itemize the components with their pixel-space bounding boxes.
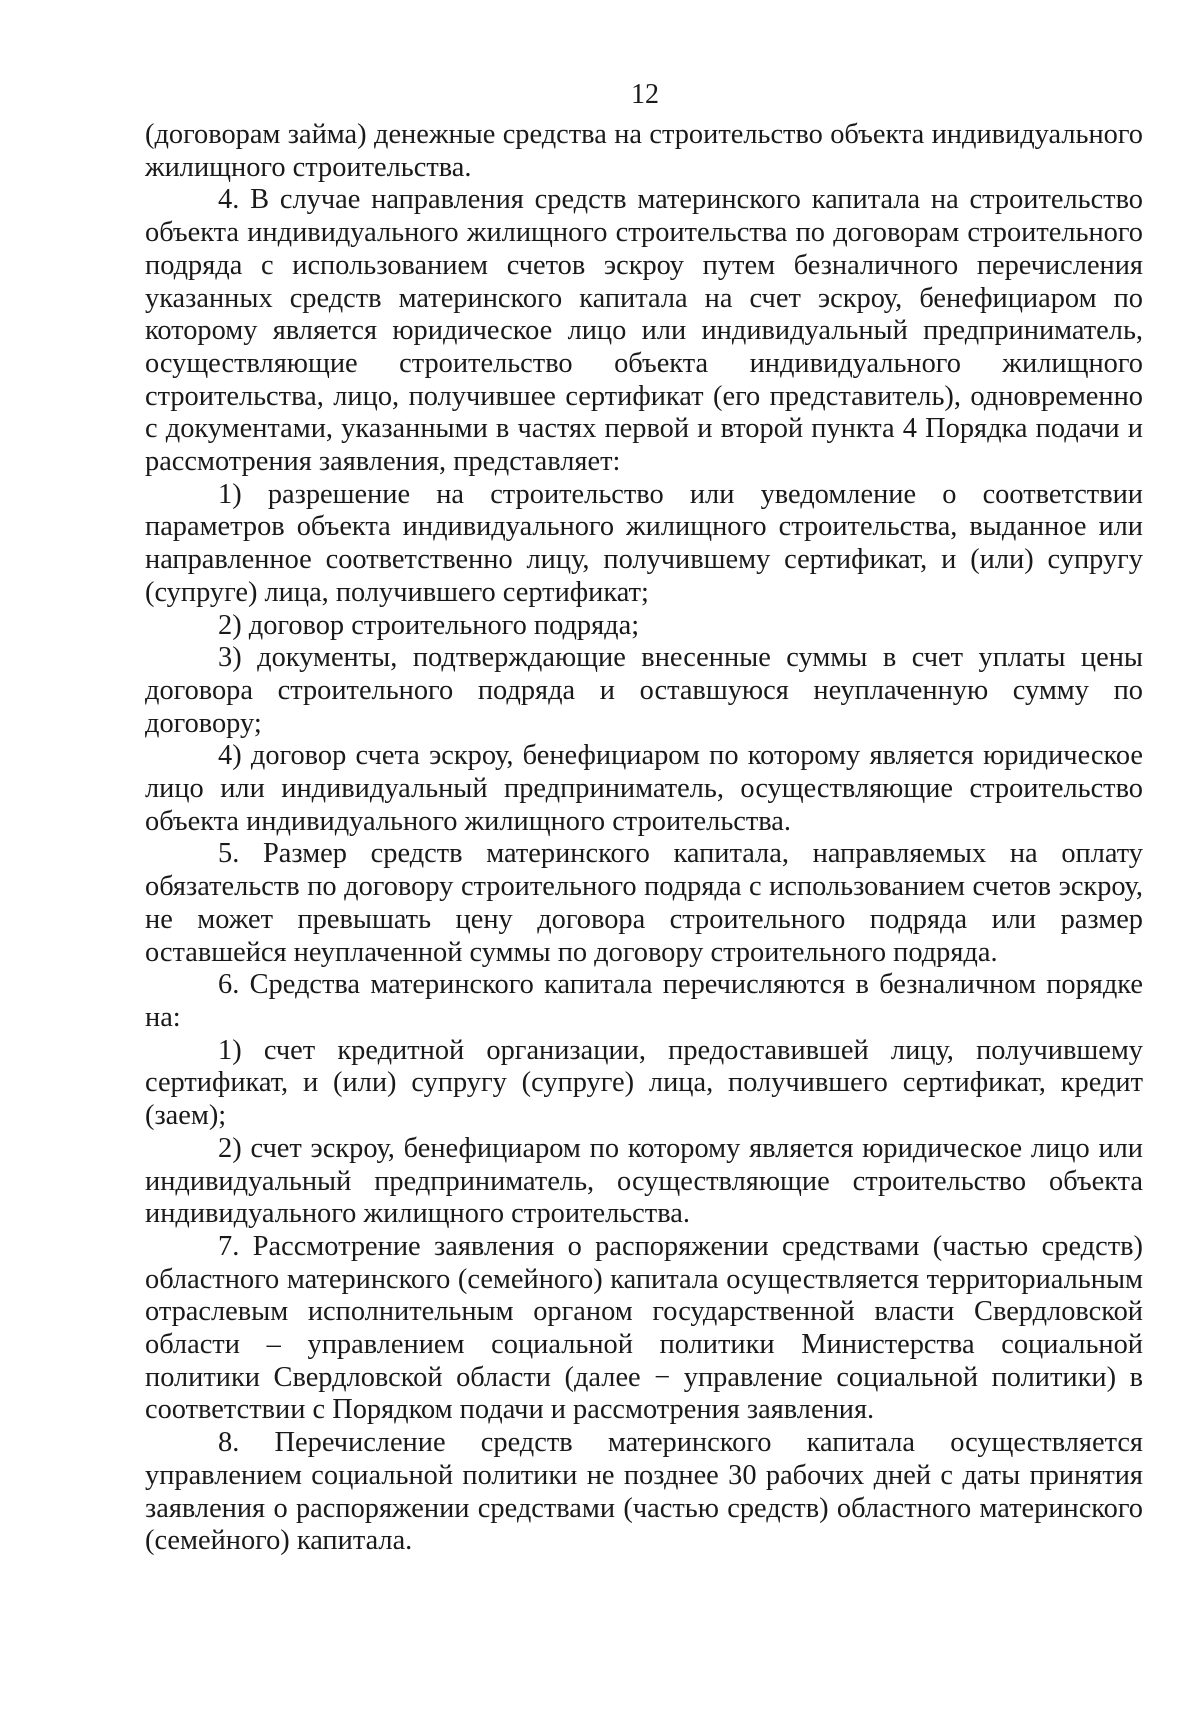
paragraph-item-6: 6. Средства материнского капитала перечисляются в безналичном порядке на: (145, 969, 1143, 1033)
paragraph-subitem-6-1: 1) счет кредитной организации, предоставившей лицу, получившему сертификат, и (или) супругу (супруге) лица, получившего сертификат, кредит (заем); (145, 1034, 1143, 1132)
paragraph-item-4: 4. В случае направления средств материнского капитала на строительство объекта индивидуального жилищного строительства по договорам строительного подряда с использованием счетов эскроу путем безналичного перечисления указанных средств материнского капитала на счет эскроу, бенефициаром по которому является юридическое лицо или индивидуальный предприниматель, осуществляющие строительство объекта индивидуального жилищного строительства, лицо, получившее сертификат (его представитель), одновременно с документами, указанными в частях первой и второй пункта 4 Порядка подачи и рассмотрения заявления, представляет: (145, 184, 1143, 478)
paragraph-subitem-4-1: 1) разрешение на строительство или уведомление о соответствии параметров объекта индивидуального жилищного строительства, выданное или направленное соответственно лицу, получившему сертификат, и (или) супругу (супруге) лица, получившего сертификат; (145, 478, 1143, 608)
page-number: 12 (631, 79, 659, 110)
paragraph-continuation: (договорам займа) денежные средства на строительство объекта индивидуального жилищного строительства. (145, 119, 1143, 183)
paragraph-subitem-6-2: 2) счет эскроу, бенефициаром по которому является юридическое лицо или индивидуальный предприниматель, осуществляющие строительство объекта индивидуального жилищного строительства. (145, 1132, 1143, 1230)
paragraph-subitem-4-3: 3) документы, подтверждающие внесенные суммы в счет уплаты цены договора строительного подряда и оставшуюся неуплаченную сумму по договору; (145, 642, 1143, 739)
document-body (145, 119, 1143, 1558)
paragraph-item-5: 5. Размер средств материнского капитала, направляемых на оплату обязательств по договору строительного подряда с использованием счетов эскроу, не может превышать цену договора строительного подряда или размер оставшейся неуплаченной суммы по договору строительного подряда. (145, 838, 1143, 968)
paragraph-item-8: 8. Перечисление средств материнского капитала осуществляется управлением социальной политики не позднее 30 рабочих дней с даты принятия заявления о распоряжении средствами (частью средств) областного материнского (семейного) капитала. (145, 1427, 1143, 1557)
paragraph-subitem-4-2: 2) договор строительного подряда; (218, 609, 640, 641)
paragraph-item-7: 7. Рассмотрение заявления о распоряжении средствами (частью средств) областного материнского (семейного) капитала осуществляется территориальным отраслевым исполнительным органом государственной власти Свердловской области – управлением социальной политики Министерства социальной политики Свердловской области (далее − управление социальной политики) в соответствии с Порядком подачи и рассмотрения заявления. (145, 1230, 1143, 1426)
paragraph-subitem-4-4: 4) договор счета эскроу, бенефициаром по которому является юридическое лицо или индивидуальный предприниматель, осуществляющие строительство объекта индивидуального жилищного строительства. (145, 740, 1143, 837)
